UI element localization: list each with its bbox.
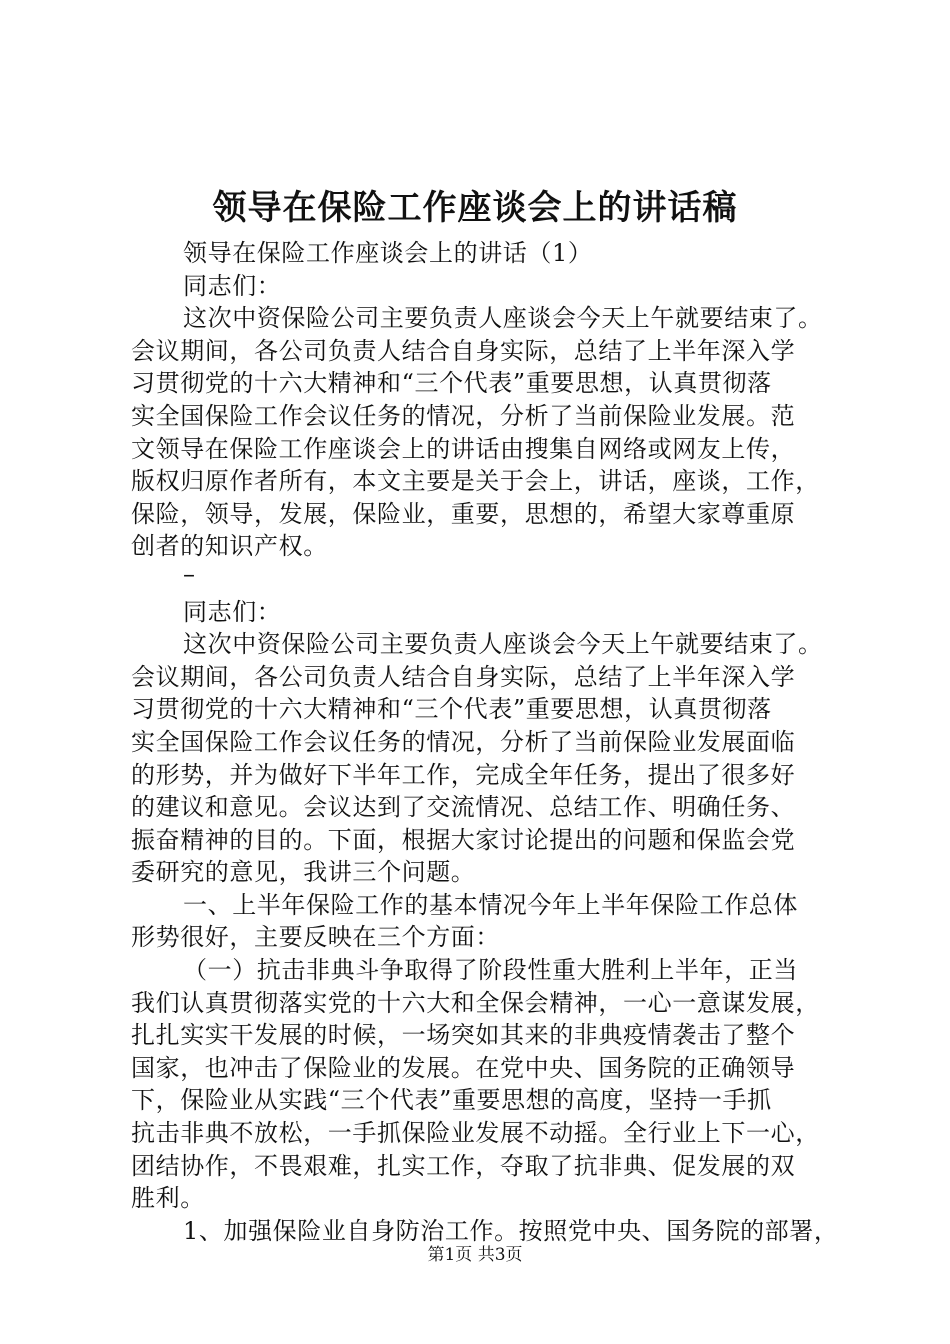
text-line: 会议期间，各公司负责人结合自身实际，总结了上半年深入学 bbox=[131, 336, 796, 365]
text-line: 团结协作，不畏艰难，扎实工作，夺取了抗非典、促发展的双 bbox=[131, 1151, 796, 1180]
text-line: 振奋精神的目的。下面，根据大家讨论提出的问题和保监会党 bbox=[131, 825, 796, 854]
document-body bbox=[131, 237, 851, 1247]
text-line: 的形势，并为做好下半年工作，完成全年任务，提出了很多好 bbox=[131, 760, 796, 789]
text-line: 文领导在保险工作座谈会上的讲话由搜集自网络或网友上传， bbox=[131, 434, 796, 463]
text-line: 委研究的意见，我讲三个问题。 bbox=[131, 858, 476, 887]
dash-separator: – bbox=[183, 559, 196, 588]
subsection-heading-line: （一）抗击非典斗争取得了阶段性重大胜利上半年，正当 bbox=[183, 956, 798, 985]
salutation-line: 同志们： bbox=[183, 271, 282, 300]
text-line: 扎扎实实干发展的时候，一场突如其来的非典疫情袭击了整个 bbox=[131, 1021, 796, 1050]
subtitle-line: 领导在保险工作座谈会上的讲话（1） bbox=[183, 239, 593, 267]
text-line: 习贯彻党的十六大精神和“三个代表”重要思想，认真贯彻落 bbox=[131, 695, 772, 724]
section-heading-line: 一、上半年保险工作的基本情况今年上半年保险工作总体 bbox=[183, 890, 798, 919]
text-line: 的建议和意见。会议达到了交流情况、总结工作、明确任务、 bbox=[131, 793, 796, 822]
text-line: 形势很好，主要反映在三个方面： bbox=[131, 923, 500, 952]
text-line: 胜利。 bbox=[131, 1184, 205, 1213]
text-line: 我们认真贯彻落实党的十六大和全保会精神，一心一意谋发展， bbox=[131, 988, 820, 1017]
page-footer: 第1页 共3页 bbox=[427, 1245, 523, 1265]
numbered-item-line: 1、加强保险业自身防治工作。按照党中央、国务院的部署， bbox=[183, 1216, 839, 1245]
text-line: 抗击非典不放松，一手抓保险业发展不动摇。全行业上下一心， bbox=[131, 1119, 820, 1148]
text-line: 习贯彻党的十六大精神和“三个代表”重要思想，认真贯彻落 bbox=[131, 369, 772, 398]
text-line: 实全国保险工作会议任务的情况，分析了当前保险业发展。范 bbox=[131, 401, 796, 430]
text-line: 国家，也冲击了保险业的发展。在党中央、国务院的正确领导 bbox=[131, 1053, 796, 1082]
text-line: 会议期间，各公司负责人结合自身实际，总结了上半年深入学 bbox=[131, 662, 796, 691]
text-line: 创者的知识产权。 bbox=[131, 532, 328, 561]
text-line: 版权归原作者所有，本文主要是关于会上，讲话，座谈，工作， bbox=[131, 467, 820, 496]
text-line: 这次中资保险公司主要负责人座谈会今天上午就要结束了。 bbox=[183, 630, 823, 659]
text-line: 这次中资保险公司主要负责人座谈会今天上午就要结束了。 bbox=[183, 304, 823, 333]
text-line: 实全国保险工作会议任务的情况，分析了当前保险业发展面临 bbox=[131, 727, 796, 756]
text-line: 保险，领导，发展，保险业，重要，思想的，希望大家尊重原 bbox=[131, 499, 796, 528]
document-title: 领导在保险工作座谈会上的讲话稿 bbox=[212, 188, 738, 228]
text-line: 下，保险业从实践“三个代表”重要思想的高度，坚持一手抓 bbox=[131, 1086, 772, 1115]
salutation-line: 同志们： bbox=[183, 597, 282, 626]
